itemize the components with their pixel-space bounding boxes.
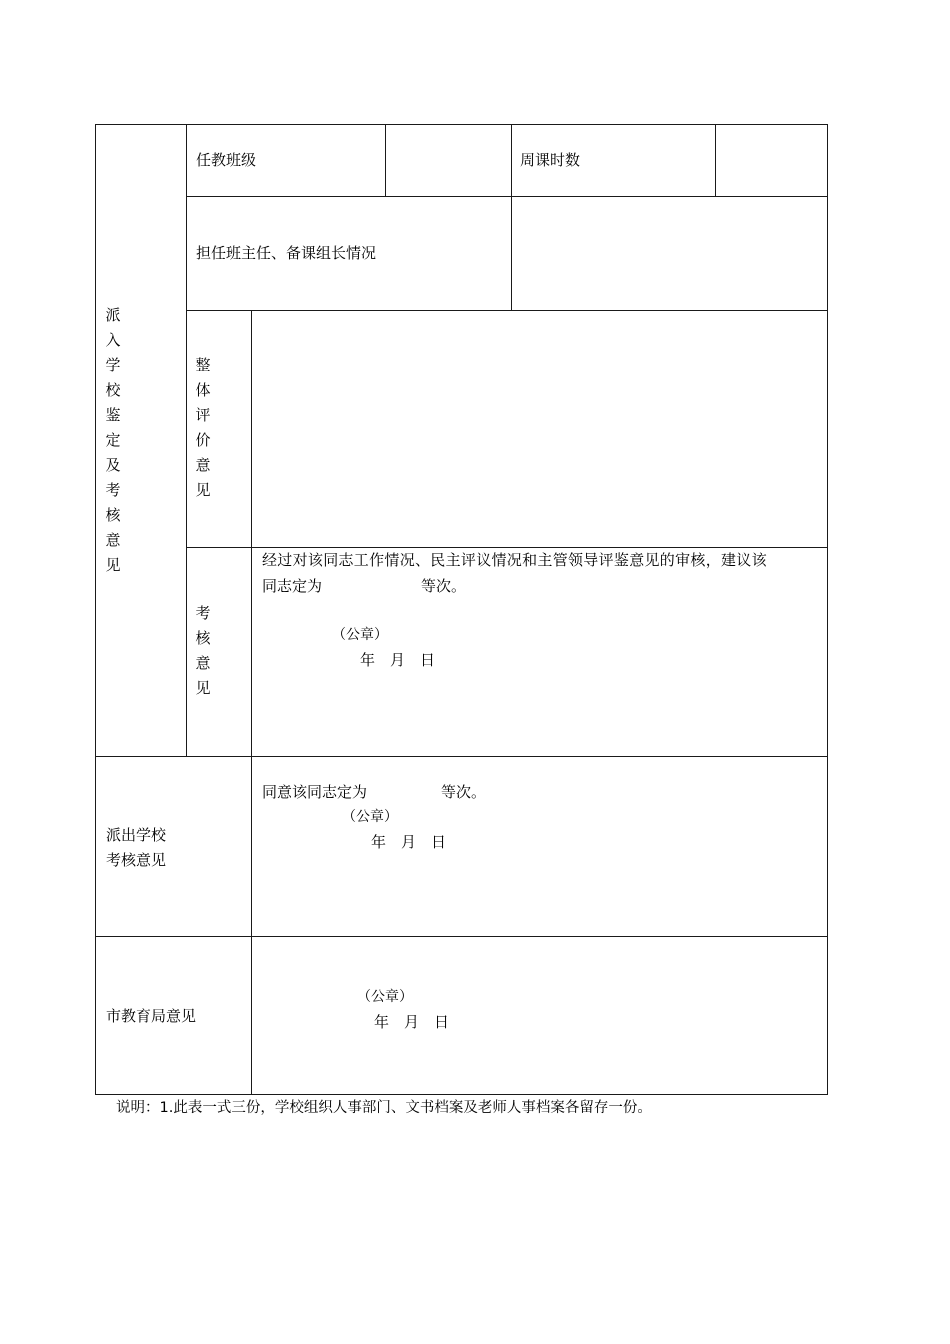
column-divider — [511, 124, 512, 311]
table-border-right — [827, 124, 828, 1095]
row-divider — [186, 547, 828, 548]
column-divider — [385, 124, 386, 197]
assigned-school-section-label: 派 入 学 校 鉴 定 及 考 核 意 见 — [105, 306, 121, 574]
assessment-text-line2-b: 等次。 — [421, 577, 467, 595]
row-divider — [186, 196, 828, 197]
row-divider — [95, 936, 828, 937]
table-border-top — [95, 124, 828, 125]
column-divider — [186, 124, 187, 757]
dispatch-text-a: 同意该同志定为 — [262, 783, 368, 801]
dispatch-text-b: 等次。 — [441, 783, 487, 801]
assessment-seal: （公章） — [332, 627, 388, 643]
row-divider — [95, 756, 828, 757]
assessment-text-line1: 经过对该同志工作情况、民主评议情况和主管领导评鉴意见的审核，建议该 — [262, 551, 767, 569]
assessment-opinion-label: 考 核 意 见 — [195, 604, 211, 697]
dispatch-date: 年 月 日 — [371, 833, 447, 851]
weekly-hours-label: 周课时数 — [520, 151, 581, 169]
row-divider — [186, 310, 828, 311]
city-bureau-label: 市教育局意见 — [106, 1007, 197, 1025]
city-bureau-date: 年 月 日 — [374, 1013, 450, 1031]
overall-evaluation-label: 整 体 评 价 意 见 — [195, 356, 211, 499]
assessment-date: 年 月 日 — [360, 651, 436, 669]
column-divider — [715, 124, 716, 197]
column-divider — [251, 310, 252, 1095]
head-teacher-label: 担任班主任、备课组长情况 — [196, 244, 377, 262]
footnote: 说明：1.此表一式三份，学校组织人事部门、文书档案及老师人事档案各留存一份。 — [116, 1100, 652, 1116]
dispatch-school-label-line1: 派出学校 — [106, 826, 167, 844]
assessment-text-line2-a: 同志定为 — [262, 577, 323, 595]
table-border-bottom — [95, 1094, 828, 1095]
table-border-left — [95, 124, 96, 1095]
dispatch-seal: （公章） — [342, 809, 398, 825]
dispatch-school-label-line2: 考核意见 — [106, 851, 167, 869]
teaching-class-label: 任教班级 — [196, 151, 257, 169]
city-bureau-seal: （公章） — [357, 989, 413, 1005]
